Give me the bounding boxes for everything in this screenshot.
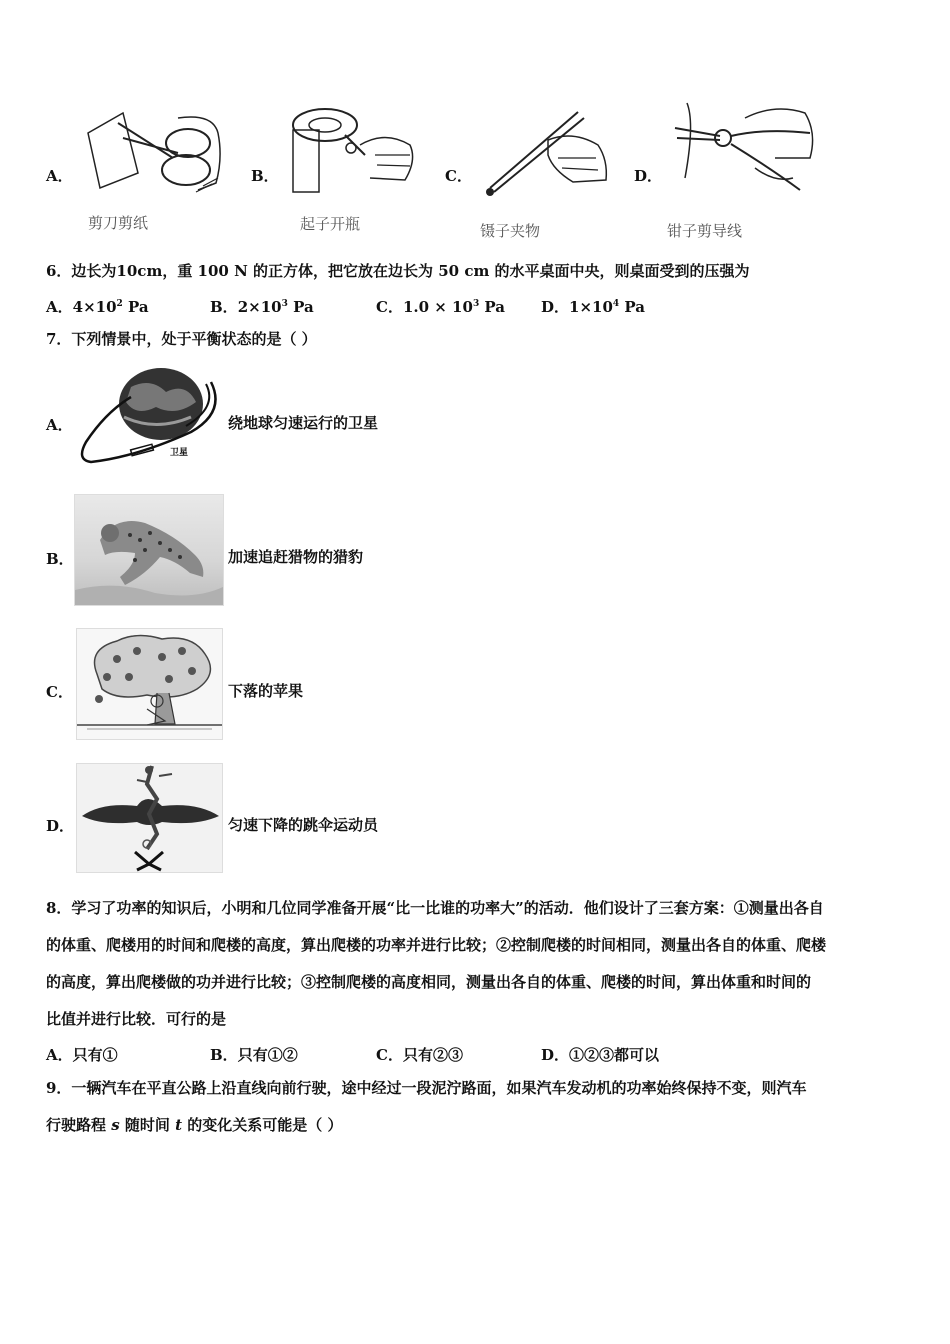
q6-option-a (46, 296, 149, 317)
q6-option-c-exp: 3 (472, 299, 480, 309)
q8-line-2: 的体重、爬楼用的时间和爬楼的高度，算出爬楼的功率并进行比较；②控制爬楼的时间相同，测量出各自的体重、爬楼 (46, 936, 827, 954)
q5-option-a-caption: 剪刀剪纸 (88, 214, 149, 232)
parachutist-descending-image (76, 763, 223, 873)
q7-option-d-letter: D． (46, 817, 75, 835)
q8-line-1: 8．学习了功率的知识后，小明和几位同学准备开展“比一比谁的功率大”的活动．他们设计了三套方案：①测量出各自 (46, 899, 824, 917)
pliers-cutting-wire-icon (665, 98, 820, 203)
q6-option-c-unit: Pa (479, 298, 506, 316)
q7-option-a-text: 绕地球匀速运行的卫星 (228, 414, 379, 432)
cheetah-icon (75, 495, 223, 605)
q6-option-a-letter: A． (46, 298, 73, 316)
q8-option-d-letter: D． (541, 1046, 570, 1064)
q5-option-b-letter: B． (251, 167, 279, 185)
q8-option-c-letter: C． (376, 1046, 403, 1064)
q6-option-d-unit: Pa (619, 298, 645, 316)
falling-apple-tree-image (76, 628, 223, 740)
q8-option-b-text: 只有①② (237, 1046, 298, 1064)
tweezers-icon (478, 100, 618, 200)
q7-option-c-text: 下落的苹果 (228, 682, 304, 700)
q8-option-d (541, 1044, 659, 1065)
q6-stem: 6．边长为10cm，重 100 N 的正方体，把它放在边长为 50 cm 的水平桌面中央，则桌面受到的压强为 (46, 262, 750, 280)
q6-option-a-mant: 4×10 (72, 298, 117, 316)
q6-option-b-unit: Pa (287, 298, 314, 316)
q6-option-c-letter: C． (376, 298, 403, 316)
q8-option-c (376, 1044, 463, 1065)
apple-tree-icon (77, 629, 222, 739)
q8-line-3: 的高度，算出爬楼做的功并进行比较；③控制爬楼的高度相同，测量出各自的体重、爬楼的时间，算出体重和时间的 (46, 973, 812, 991)
q6-option-b-mant: 2×10 (237, 298, 282, 316)
q9-line-1: 9．一辆汽车在平直公路上沿直线向前行驶，途中经过一段泥泞路面，如果汽车发动机的功率始终保持不变，则汽车 (46, 1079, 807, 1097)
q8-option-c-text: 只有②③ (402, 1046, 463, 1064)
parachute-icon (77, 764, 222, 872)
q6-option-a-exp: 2 (116, 299, 123, 309)
q8-stem (46, 890, 916, 1038)
q6-option-b-exp: 3 (281, 299, 288, 309)
q8-line-4: 比值并进行比较．可行的是 (46, 1010, 227, 1028)
q7-option-d-text: 匀速下降的跳伞运动员 (228, 816, 379, 834)
q5-option-d-letter: D． (634, 167, 663, 185)
q9-line-2 (46, 1107, 916, 1144)
q8-option-b-letter: B． (210, 1046, 238, 1064)
q6-option-d (541, 296, 645, 317)
q5-option-a-letter: A． (46, 167, 73, 185)
q6-option-c (376, 296, 505, 317)
q7-stem: 7．下列情景中，处于平衡状态的是（ ） (46, 330, 317, 348)
q5-option-b-caption: 起子开瓶 (300, 215, 361, 233)
q8-option-d-text: ①②③都可以 (569, 1046, 660, 1064)
q7-option-b-letter: B． (46, 550, 74, 568)
bottle-opener-icon (285, 100, 425, 195)
q7-option-c-letter: C． (46, 683, 73, 701)
q6-option-d-letter: D． (541, 298, 570, 316)
q9-line-2-mid: 随时间 (119, 1116, 176, 1134)
scissors-cutting-paper-icon (78, 98, 228, 208)
q7-option-a-letter: A． (46, 416, 73, 434)
q8-option-a-text: 只有① (72, 1046, 118, 1064)
q6-option-d-exp: 4 (612, 299, 620, 309)
q6-option-a-unit: Pa (122, 298, 149, 316)
q5-option-c-letter: C． (445, 167, 472, 185)
q9-line-2-pre: 行驶路程 (46, 1116, 112, 1134)
q5-option-d-caption: 钳子剪导线 (667, 222, 743, 240)
q9-var-s: s (111, 1116, 120, 1134)
q8-option-a (46, 1044, 118, 1065)
cheetah-chasing-prey-image (74, 494, 224, 606)
satellite-orbiting-earth-icon (76, 362, 226, 467)
q6-option-b-letter: B． (210, 298, 238, 316)
q5-option-c-caption: 镊子夹物 (480, 222, 541, 240)
q6-option-d-mant: 1×10 (569, 298, 613, 316)
q6-option-b (210, 296, 314, 317)
satellite-label: 卫星 (170, 448, 189, 458)
q9-stem (46, 1070, 916, 1144)
q7-option-b-text: 加速追赶猎物的猎豹 (228, 548, 364, 566)
q8-option-a-letter: A． (46, 1046, 73, 1064)
q6-option-c-mant: 1.0 × 10 (402, 298, 473, 316)
q9-var-t: t (175, 1116, 183, 1134)
q8-option-b (210, 1044, 298, 1065)
q9-line-2-post: 的变化关系可能是（ ） (182, 1116, 343, 1134)
